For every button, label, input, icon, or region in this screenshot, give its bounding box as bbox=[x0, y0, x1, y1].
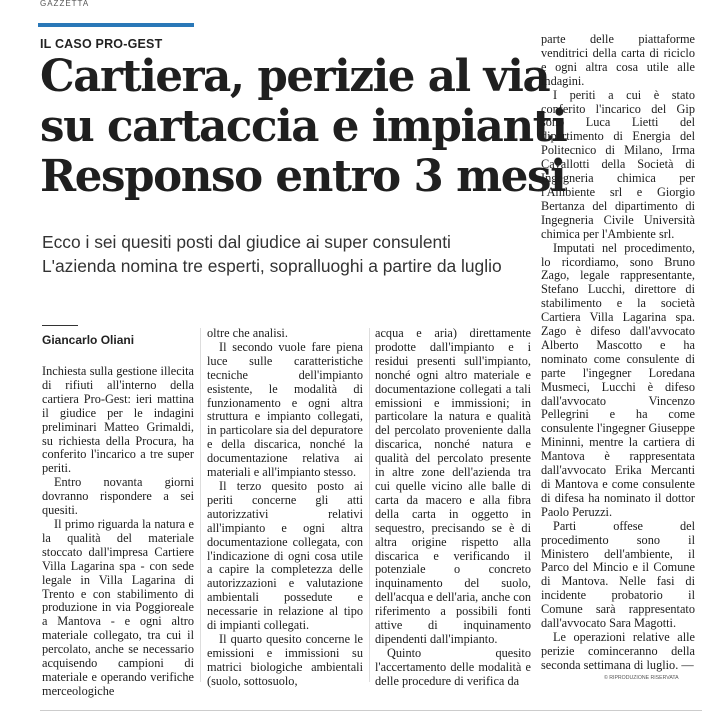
paragraph: acqua e aria) direttamente prodotte dall'impianto e i residui presenti sull'impianto, nonché ogni altro materiale e documentazione collegati a tali emissioni e immissioni; in particolare la natura e qualità del percolato proveniente dalla discarica, nonché natura e qualità del percolato presente in altre zone dell'azienda tra cui quelle vicino alle balle di carta da macero e alla fibra della carta in oggetto in sequestro, precisando se è di altra origine rispetto alla discarica e verificando il potenziale o concreto inquinamento del suolo, dell'acqua e dell'aria, anche con riferimento a possibili fonti attive di inquinamento dipendenti dall'impianto. bbox=[375, 326, 531, 646]
kicker: IL CASO PRO-GEST bbox=[40, 37, 163, 51]
headline-line: su cartaccia e impianti bbox=[40, 101, 567, 152]
paragraph: Imputati nel procedimento, lo ricordiamo, sono Bruno Zago, legale rappresentante, Stefano Lucchi, direttore di stabilimento e la società Cartiera Villa Lagarina spa. Zago è difeso dall'avvocato Alberto Mascotto e ha nominato come consulente di parte l'ingegner Loredana Musmeci, Lucchi è difeso dall'avvocato Vincenzo Pellegrini e ha come consulente l'ingegner Giuseppe Mininni, mentre la cartiera di Mantova è rappresentata dall'avvocato Erika Mercanti di Mantova e come consulente di difesa ha nominato il dottor Paolo Peruzzi. bbox=[541, 240, 695, 519]
copyright-text: RIPRODUZIONE RISERVATA bbox=[609, 675, 679, 681]
byline-rule bbox=[42, 325, 78, 326]
article-column-2 bbox=[207, 327, 363, 689]
headline-line: Responso entro 3 mesi bbox=[40, 151, 566, 202]
paragraph: parte delle piattaforme venditrici della carta di riciclo e ogni altra cosa utile alle indagini. bbox=[541, 32, 695, 88]
column-divider bbox=[369, 328, 370, 682]
paragraph: Il secondo vuole fare piena luce sulle caratteristiche tecniche dell'impianto esistente, le modalità di funzionamento e ogni altra struttura e impianto collegati, in particolare sia del depuratore e della discarica, nonché la documentazione relativa ai materiali e all'impianto stesso. bbox=[207, 339, 363, 480]
byline: Giancarlo Oliani bbox=[42, 333, 135, 347]
column-divider bbox=[200, 328, 201, 682]
paragraph: I periti a cui è stato conferito l'incarico del Gip sono Luca Lietti del dipartimento di Energia del Politecnico di Milano, Irma Cavallotti della Società di Ingegneria chimica per l'Ambiente srl e Giorgio Bertanza del dipartimento di Ingegneria Civile Università chimica per l'Ambiente srl. bbox=[541, 87, 695, 241]
paragraph: Le operazioni relative alle perizie cominceranno della seconda settimana di luglio. — bbox=[541, 629, 695, 672]
footer-rule bbox=[40, 710, 702, 711]
headline bbox=[40, 51, 567, 202]
section-accent-bar bbox=[38, 23, 194, 27]
paragraph: Il terzo quesito posto ai periti concerne gli atti autorizzativi relativi all'impianto e ogni altra documentazione collegata, con l'indicazione di ogni cosa utile a capire la completezza delle autorizzazioni e valutazione ambientali possedute e necessarie in relazione al tipo di impianti collegati. bbox=[207, 478, 363, 633]
paragraph: Entro novanta giorni dovranno rispondere a sei quesiti. bbox=[42, 475, 194, 518]
paragraph: Il quarto quesito concerne le emissioni e immissioni su matrici biologiche ambientali (suolo, sottosuolo, bbox=[207, 631, 363, 688]
article-column-4 bbox=[541, 33, 695, 673]
subheadline-line: Ecco i sei quesiti posti dal giudice ai super consulenti bbox=[42, 232, 451, 252]
paragraph: Inchiesta sulla gestione illecita di rifiuti all'interno della cartiera Pro-Gest: ieri mattina il giudice per le indagini preliminari Matteo Grimaldi, su richiesta della Procura, ha conferito l'incarico a tre super periti. bbox=[42, 364, 194, 476]
subheadline bbox=[42, 230, 532, 278]
paragraph: Il primo riguarda la natura e la qualità del materiale stoccato dall'impresa Cartiere Villa Lagarina spa - con sede legale in Villa Lagarina di Trento e con stabilimento di produzione in via Poggioreale a Mantova - e ogni altro materiale collegato, tra cui il percolato, anche se necessario acquisendo campioni di materiale e operando verifiche merceologiche bbox=[42, 516, 194, 698]
paragraph: oltre che analisi. bbox=[207, 326, 288, 340]
headline-line: Cartiera, perizie al via bbox=[40, 51, 550, 102]
copyright-note bbox=[604, 675, 679, 681]
article-column-1 bbox=[42, 365, 194, 699]
copyright-icon: © bbox=[604, 675, 608, 681]
paragraph: Quinto quesito l'accertamento delle modalità e delle procedure di verifica da bbox=[375, 645, 531, 688]
subheadline-line: L'azienda nomina tre esperti, sopralluoghi a partire da luglio bbox=[42, 256, 502, 276]
paragraph: Parti offese del procedimento sono il Ministero dell'ambiente, il Parco del Mincio e il Comune di Mantova. Nelle fasi di incidente probatorio il Comune sarà rappresentato dall'avvocato Sara Magotti. bbox=[541, 518, 695, 631]
article-column-3 bbox=[375, 327, 531, 689]
masthead: GAZZETTA bbox=[40, 0, 90, 8]
